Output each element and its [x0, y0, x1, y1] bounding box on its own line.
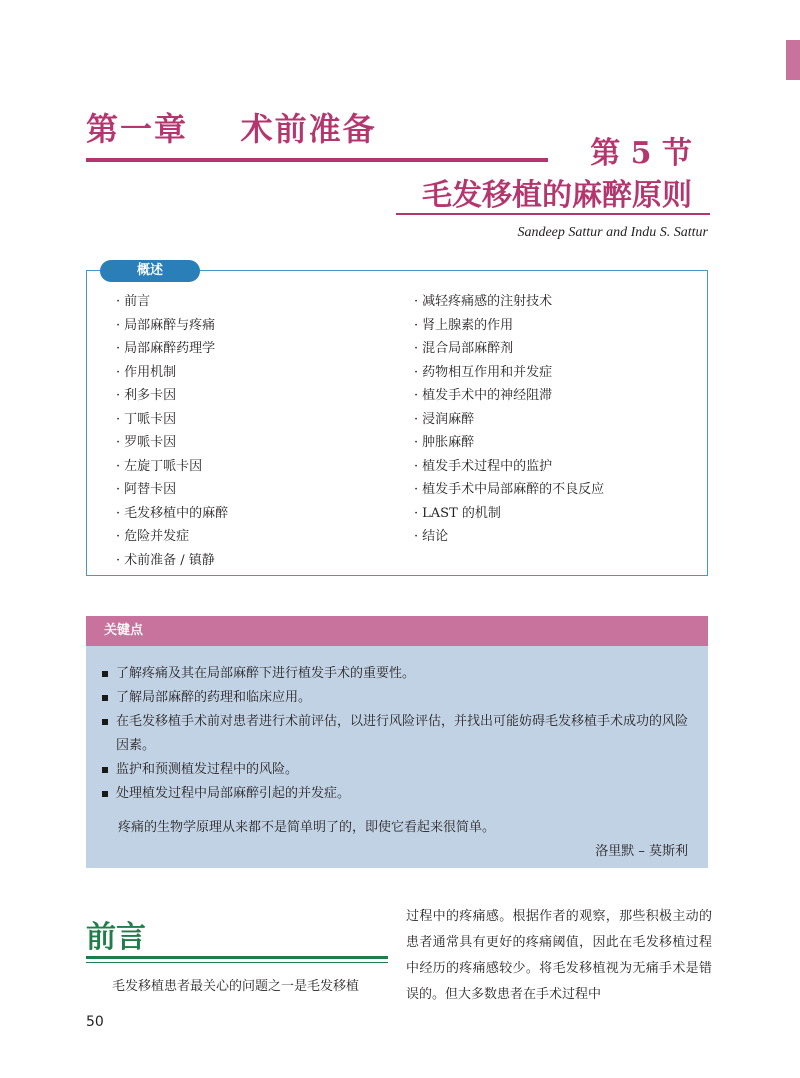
overview-item: · 混合局部麻醉剂 [414, 341, 514, 356]
overview-item: · 毛发移植中的麻醉 [116, 505, 229, 521]
overview-item: · 局部麻醉与疼痛 [116, 317, 216, 333]
authors: Sandeep Sattur and Indu S. Sattur [517, 225, 708, 240]
overview-item: · 结论 [414, 529, 449, 544]
section-title: 毛发移植的麻醉原则 [422, 178, 692, 213]
key-point-item: 了解局部麻醉的药理和临床应用。 [102, 686, 692, 710]
bullet-square-icon [102, 695, 108, 701]
key-points-list [102, 662, 692, 806]
overview-item: · 阿替卡因 [116, 482, 177, 497]
overview-item: · 利多卡因 [116, 388, 177, 403]
bullet-square-icon [102, 719, 108, 725]
page-number: 50 [86, 1014, 104, 1030]
overview-item: · 药物相互作用和并发症 [414, 364, 553, 380]
key-point-item: 了解疼痛及其在局部麻醉下进行植发手术的重要性。 [102, 662, 692, 686]
preface-heading: 前言 [86, 920, 146, 955]
epigraph-quote: 疼痛的生物学原理从来都不是简单明了的，即使它看起来很简单。 [118, 820, 496, 835]
section-number: 第 5 节 [590, 136, 692, 171]
bullet-square-icon [102, 671, 108, 677]
overview-item: · 植发手术过程中的监护 [414, 458, 553, 474]
overview-item: · 罗哌卡因 [116, 435, 177, 450]
key-point-item: 在毛发移植手术前对患者进行术前评估，以进行风险评估，并找出可能妨碍毛发移植手术成功的风险因素。 [102, 710, 692, 758]
overview-item: · 肾上腺素的作用 [414, 317, 514, 333]
key-points-header: 关键点 [86, 616, 708, 646]
key-point-item: 处理植发过程中局部麻醉引起的并发症。 [102, 782, 692, 806]
overview-item: · 术前准备 / 镇静 [116, 552, 215, 568]
overview-item: · 作用机制 [116, 364, 177, 380]
chapter-title-rule [86, 158, 548, 162]
preface-heading-rule [86, 956, 388, 959]
section-title-rule [396, 213, 710, 215]
bullet-square-icon [102, 767, 108, 773]
overview-item: · 浸润麻醉 [414, 411, 475, 427]
body-text-left-column: 毛发移植患者最关心的问题之一是毛发移植 [112, 979, 360, 994]
epigraph-attribution: 洛里默 – 莫斯利 [595, 844, 688, 859]
overview-list-right [414, 290, 604, 549]
chapter-title: 第一章 术前准备 [86, 110, 377, 148]
overview-item: · 局部麻醉药理学 [116, 341, 216, 356]
overview-label: 概述 [100, 260, 200, 282]
overview-item: · 植发手术中局部麻醉的不良反应 [414, 482, 605, 497]
bullet-square-icon [102, 791, 108, 797]
overview-item: · 肿胀麻醉 [414, 435, 475, 450]
overview-item: · 危险并发症 [116, 529, 190, 544]
key-point-item: 监护和预测植发过程中的风险。 [102, 758, 692, 782]
key-points-box [86, 646, 708, 868]
overview-item: · LAST 的机制 [414, 505, 501, 521]
overview-list-left [116, 290, 228, 572]
chapter-edge-tab [786, 40, 800, 80]
preface-heading-rule-thin [86, 962, 388, 963]
overview-item: · 前言 [116, 294, 151, 309]
overview-item: · 植发手术中的神经阻滞 [414, 388, 553, 403]
overview-item: · 减轻疼痛感的注射技术 [414, 294, 553, 309]
overview-item: · 左旋丁哌卡因 [116, 458, 203, 474]
overview-item: · 丁哌卡因 [116, 411, 177, 427]
body-text-right-column: 过程中的疼痛感。根据作者的观察，那些积极主动的患者通常具有更好的疼痛阈值，因此在毛发移植过程中经历的疼痛感较少。将毛发移植视为无痛手术是错误的。但大多数患者在手术过程中 [406, 909, 712, 1002]
